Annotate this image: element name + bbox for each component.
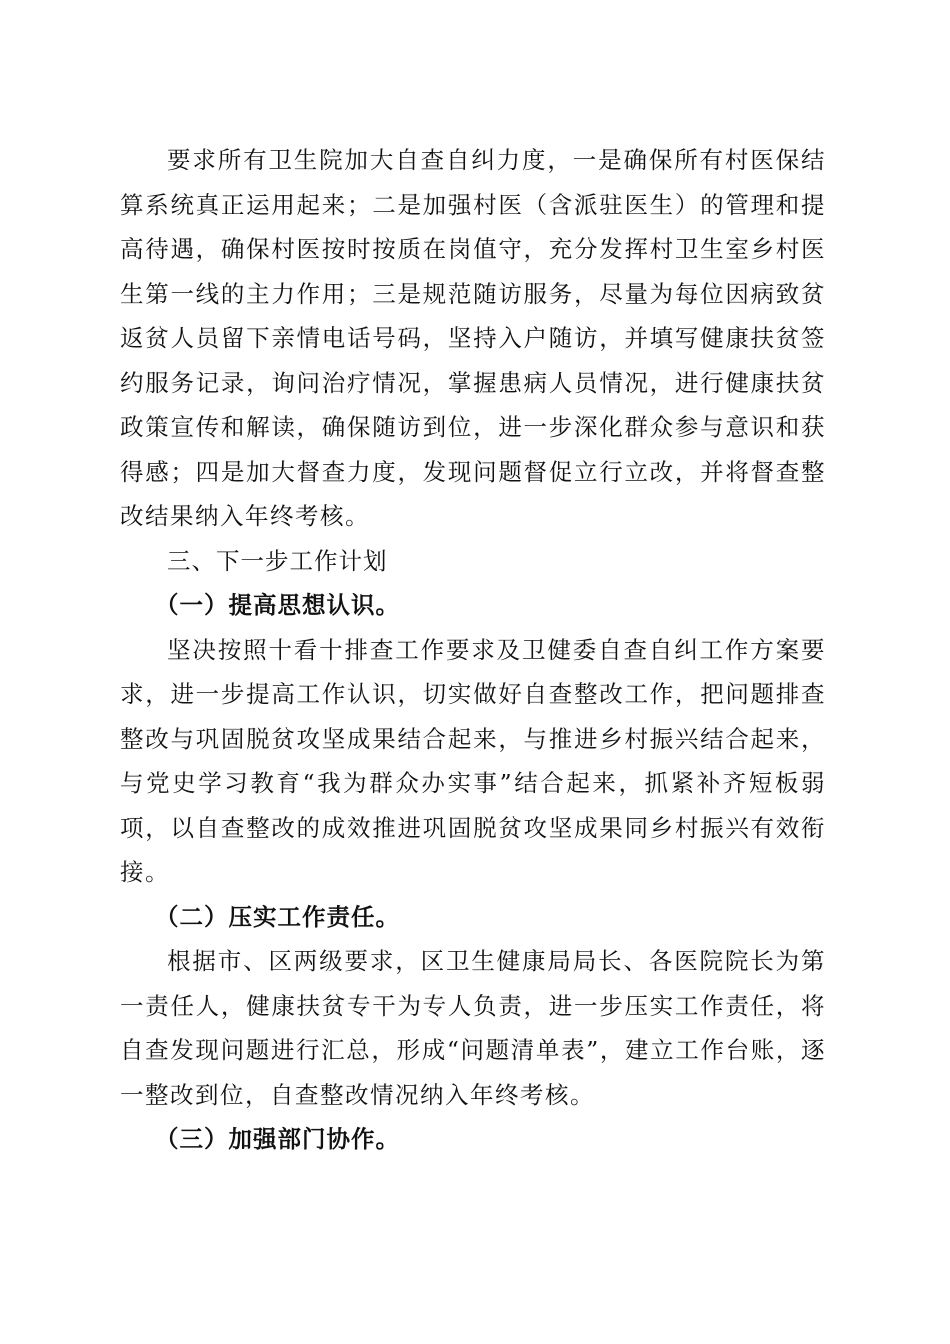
subheading-improve-awareness: （一）提高思想认识。 [155, 591, 400, 619]
section-heading-next-steps: 三、下一步工作计划 [167, 546, 388, 575]
subheading-responsibility: （二）压实工作责任。 [155, 902, 400, 931]
paragraph-responsibility: 根据市、区两级要求，区卫生健康局局长、各医院院长为第一责任人，健康扶贫专干为专人负责，进一步压实工作责任，将自查发现问题进行汇总，形成“问题清单表”，建立工作台账，逐一整改到位，自查整改情况纳入年终考核。 [120, 947, 826, 1109]
document-page [120, 138, 826, 1162]
subheading-department-cooperation: （三）加强部门协作。 [155, 1125, 400, 1153]
paragraph-improve-awareness: 坚决按照十看十排查工作要求及卫健委自查自纠工作方案要求，进一步提高工作认识，切实做好自查整改工作，把问题排查整改与巩固脱贫攻坚成果结合起来，与推进乡村振兴结合起来，与党史学习教育“我为群众办实事”结合起来，抓紧补齐短板弱项，以自查整改的成效推进巩固脱贫攻坚成果同乡村振兴有效衔接。 [120, 635, 826, 886]
paragraph-self-inspection: 要求所有卫生院加大自查自纠力度，一是确保所有村医保结算系统真正运用起来；二是加强村医（含派驻医生）的管理和提高待遇，确保村医按时按质在岗值守，充分发挥村卫生室乡村医生第一线的主力作用；三是规范随访服务，尽量为每位因病致贫返贫人员留下亲情电话号码，坚持入户随访，并填写健康扶贫签约服务记录，询问治疗情况，掌握患病人员情况，进行健康扶贫政策宣传和解读，确保随访到位，进一步深化群众参与意识和获得感；四是加大督查力度，发现问题督促立行立改，并将督查整改结果纳入年终考核。 [120, 146, 826, 530]
